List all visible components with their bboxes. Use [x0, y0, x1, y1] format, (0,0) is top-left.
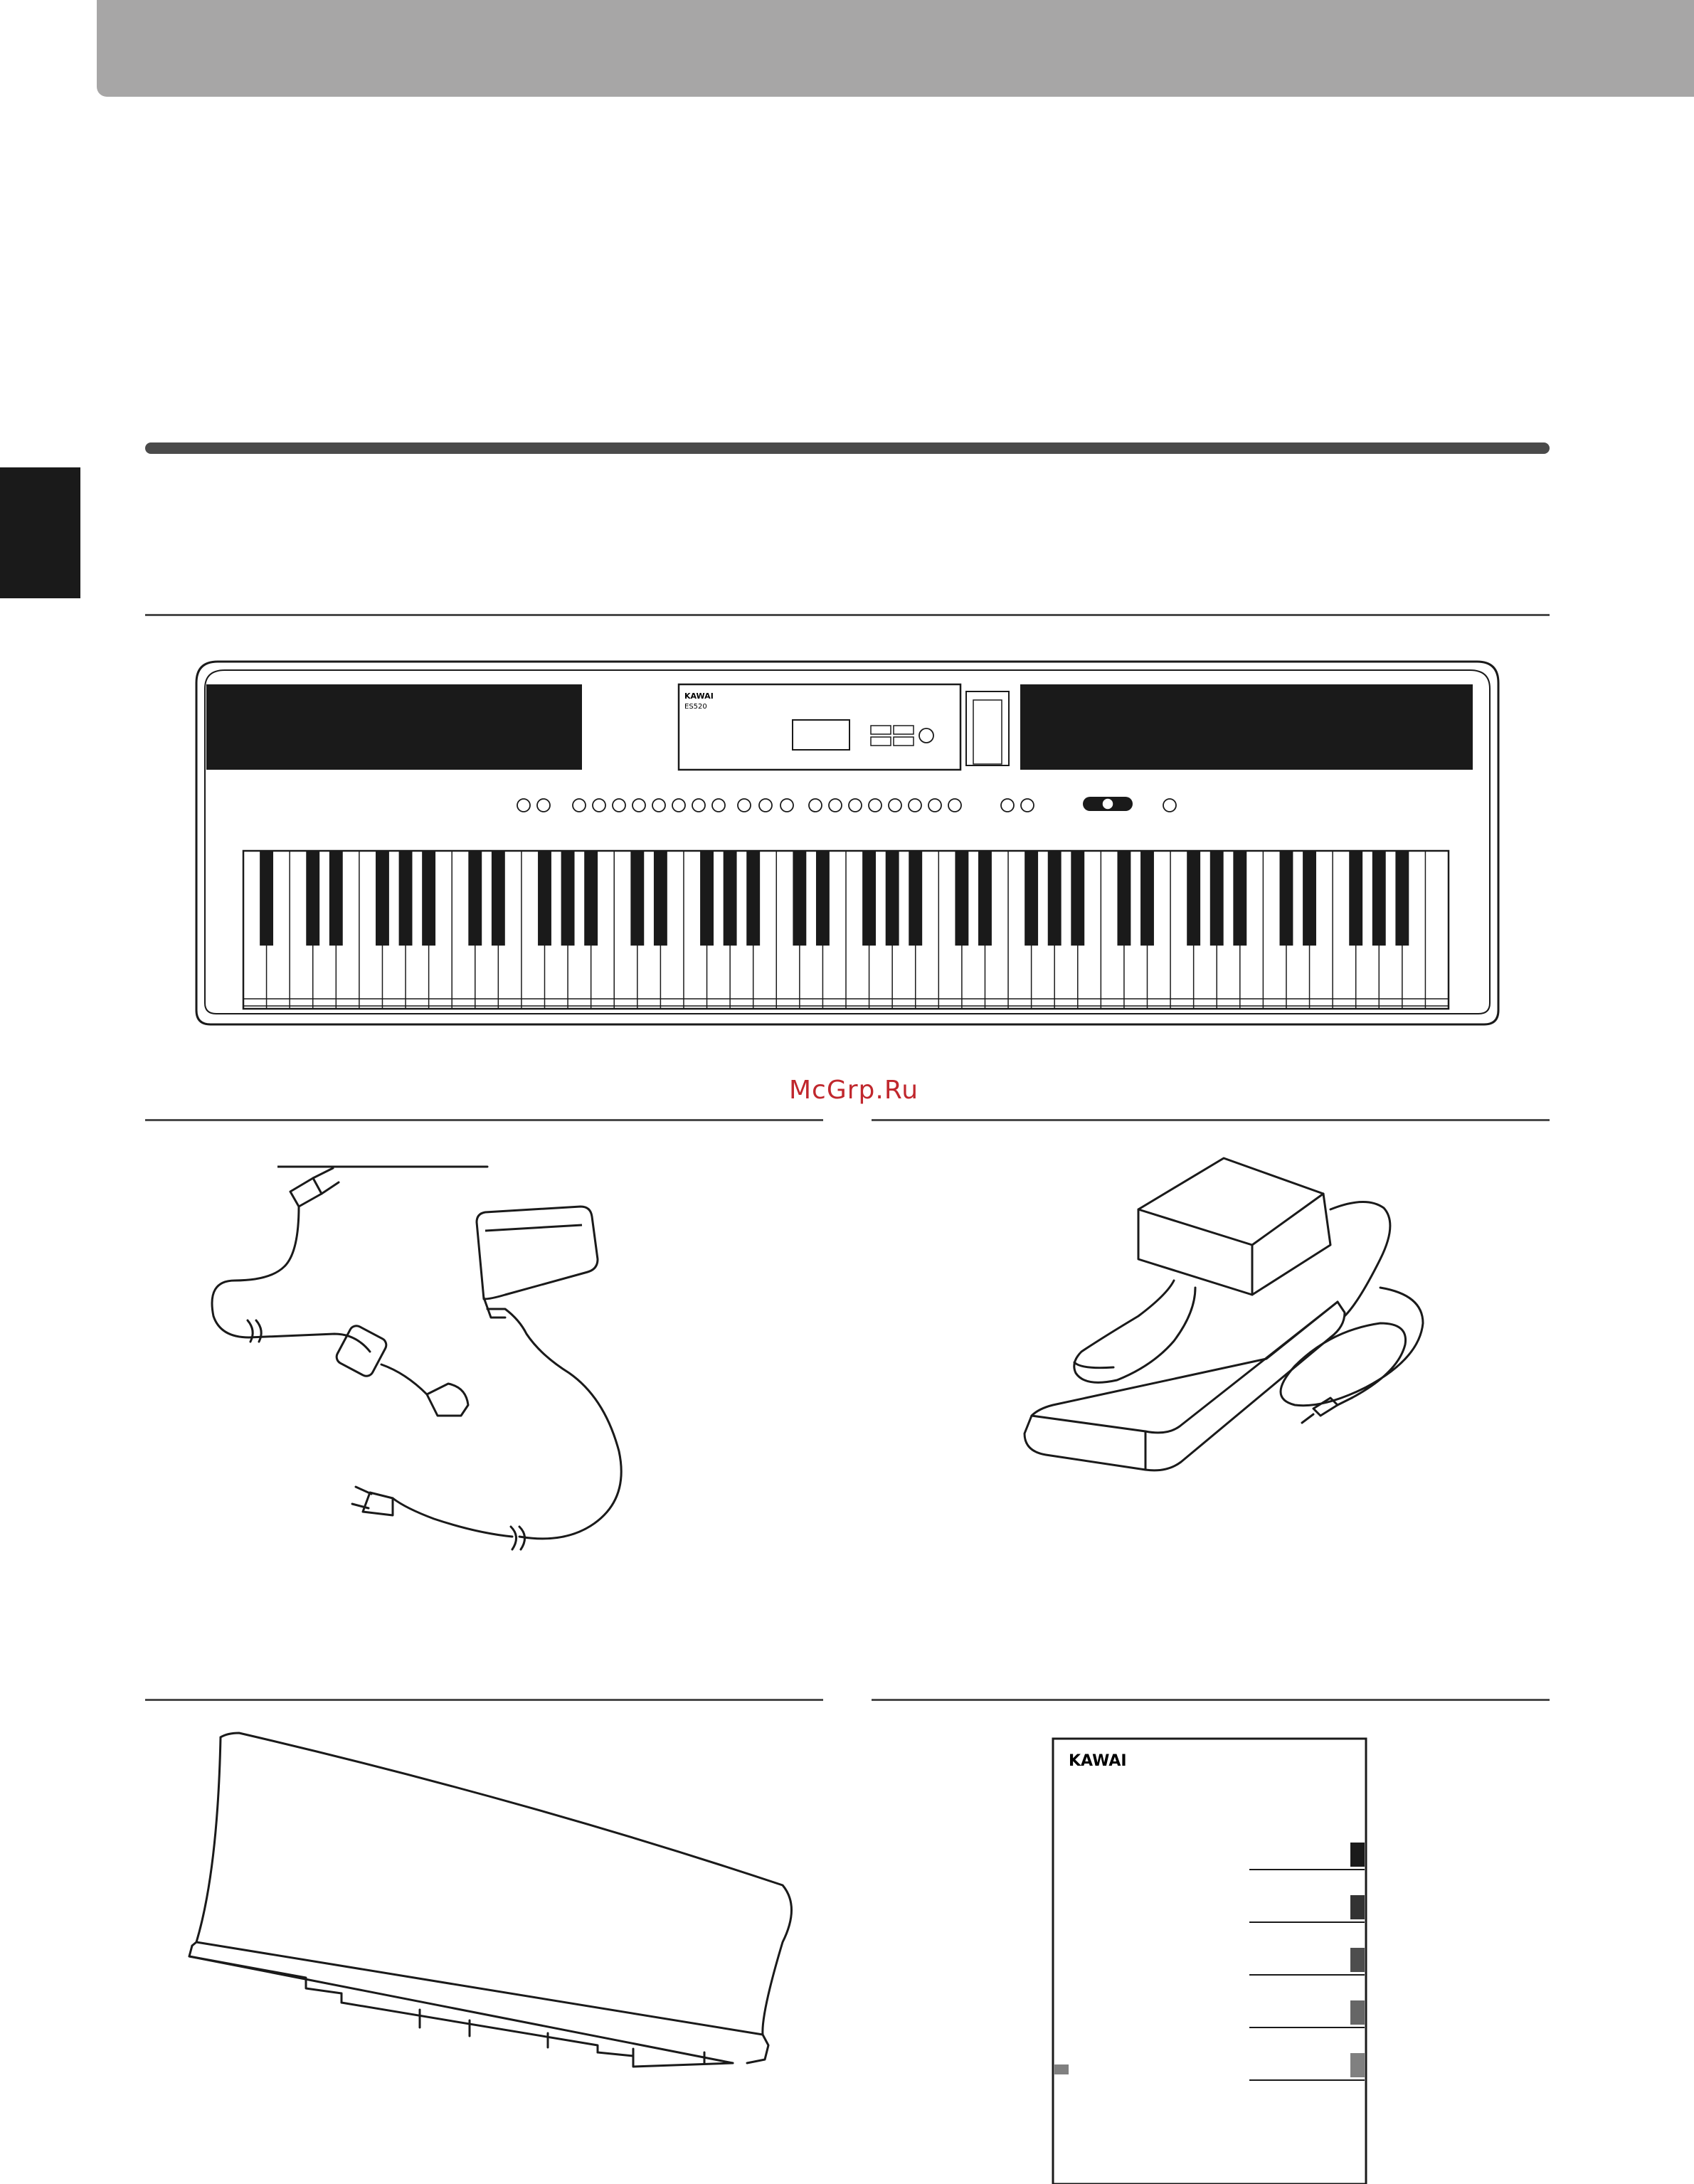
usb-slot	[966, 691, 1009, 765]
black-key	[399, 851, 413, 945]
black-key	[654, 851, 667, 945]
language-tab	[0, 467, 80, 598]
panel-button	[738, 799, 751, 812]
panel-button	[928, 799, 941, 812]
panel-button	[632, 799, 645, 812]
panel-button	[517, 799, 530, 812]
black-key	[724, 851, 737, 945]
panel-button	[909, 799, 921, 812]
manual-tab	[1350, 2053, 1365, 2077]
white-keys	[267, 851, 1426, 1009]
digital-piano-illustration	[189, 654, 1505, 1032]
black-key	[1395, 851, 1409, 945]
panel-button	[672, 799, 685, 812]
panel-button	[593, 799, 605, 812]
black-keys	[260, 851, 1409, 945]
pedal-section-rule	[872, 1119, 1550, 1121]
black-key	[1071, 851, 1084, 945]
manual-tab	[1350, 1895, 1365, 1919]
black-key	[1233, 851, 1246, 945]
black-key	[260, 851, 273, 945]
ac-adaptor-illustration	[192, 1160, 790, 1615]
music-rest-illustration	[171, 1729, 811, 2127]
manual-tab	[1350, 1948, 1365, 1972]
black-key	[1048, 851, 1062, 945]
manual-tab	[1350, 2000, 1365, 2025]
black-key	[1210, 851, 1224, 945]
damper-pedal-illustration	[996, 1152, 1437, 1522]
manual-section-rule	[872, 1699, 1550, 1701]
piano-model: ES520	[684, 703, 707, 711]
panel-buttons	[517, 799, 1034, 812]
black-key	[816, 851, 830, 945]
black-key	[1280, 851, 1293, 945]
black-key	[1117, 851, 1131, 945]
black-key	[376, 851, 389, 945]
panel-button	[829, 799, 842, 812]
panel-button	[712, 799, 725, 812]
panel-button	[759, 799, 772, 812]
black-key	[978, 851, 992, 945]
black-key	[1025, 851, 1038, 945]
lcd-display	[793, 720, 849, 750]
black-key	[306, 851, 319, 945]
black-key	[1187, 851, 1200, 945]
black-key	[1140, 851, 1154, 945]
black-key	[955, 851, 968, 945]
panel-button	[1001, 799, 1014, 812]
black-key	[630, 851, 644, 945]
black-key	[886, 851, 899, 945]
panel-button	[948, 799, 961, 812]
piano-section-rule	[145, 614, 1550, 616]
black-key	[329, 851, 343, 945]
manual-tabs	[1249, 1843, 1365, 2080]
watermark: McGrp.Ru	[788, 1076, 919, 1105]
panel-button	[613, 799, 625, 812]
music-rest-section-rule	[145, 1699, 823, 1701]
panel-button	[537, 799, 550, 812]
black-key	[584, 851, 598, 945]
black-key	[1303, 851, 1316, 945]
black-key	[492, 851, 505, 945]
adaptor-section-rule	[145, 1119, 823, 1121]
black-key	[862, 851, 876, 945]
manual-brand: KAWAI	[1069, 1752, 1127, 1770]
section-rule	[145, 442, 1550, 454]
black-key	[1349, 851, 1362, 945]
panel-button	[780, 799, 793, 812]
black-key	[422, 851, 435, 945]
piano-brand: KAWAI	[684, 691, 714, 701]
panel-button	[869, 799, 882, 812]
panel-button	[652, 799, 665, 812]
black-key	[468, 851, 482, 945]
panel-button	[692, 799, 705, 812]
power-button	[1163, 799, 1176, 812]
black-key	[746, 851, 760, 945]
panel-button	[1021, 799, 1034, 812]
header-bar	[97, 0, 1694, 97]
manual-tab	[1350, 1843, 1365, 1867]
black-key	[909, 851, 922, 945]
black-key	[1372, 851, 1386, 945]
black-key	[793, 851, 806, 945]
panel-button	[889, 799, 901, 812]
panel-button	[573, 799, 586, 812]
black-key	[700, 851, 714, 945]
panel-button	[809, 799, 822, 812]
black-key	[561, 851, 575, 945]
owners-manual-illustration	[1046, 1736, 1373, 2184]
black-key	[538, 851, 551, 945]
panel-button	[849, 799, 862, 812]
